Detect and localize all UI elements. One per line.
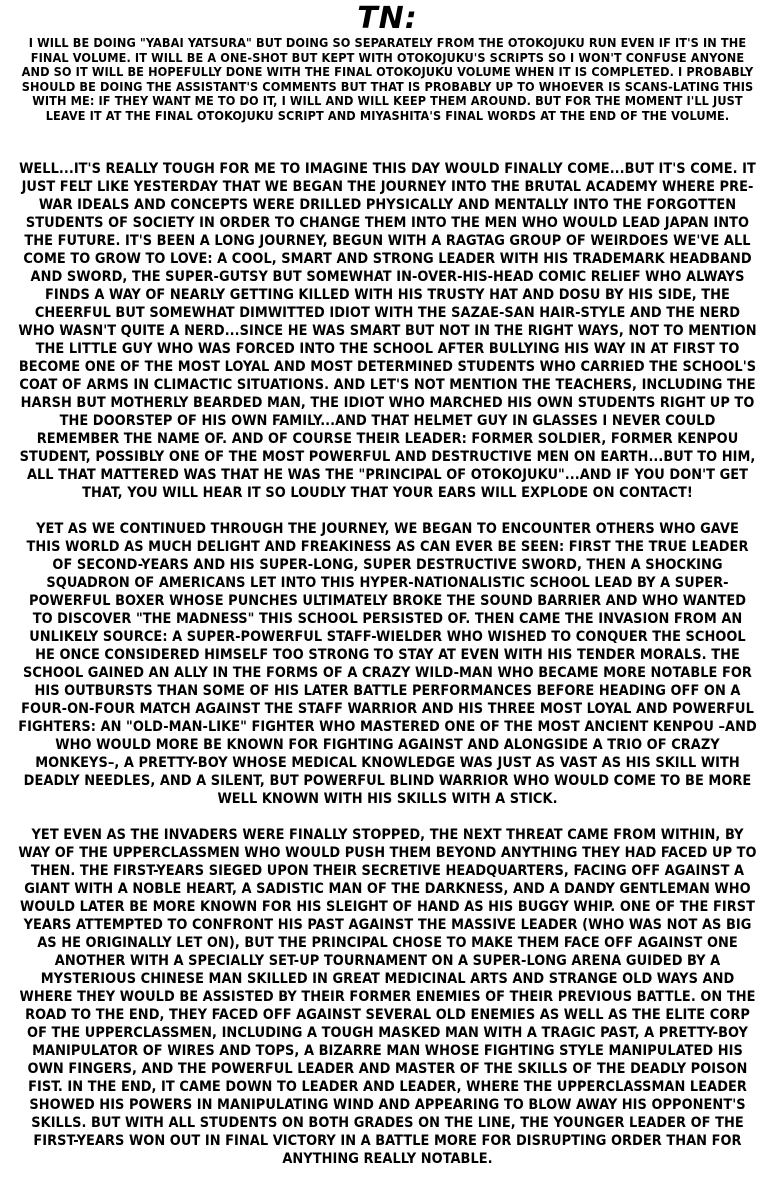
translator-note: I WILL BE DOING "YABAI YATSURA" BUT DOING SO SEPARATELY FROM THE OTOKOJUKU RUN EVEN IF IT'S IN THE FINAL VOLUME. IT WILL BE A ONE-SHOT BUT KEPT WITH OTOKOJUKU'S SCRIPTS SO I WON'T CONFUSE ANYONE AND SO IT WILL BE HOPEFULLY DONE WITH THE FINAL OTOKOJUKU VOLUME WHEN IT IS COMPLETED. I PROBABLY SHOULD BE DOING THE ASSISTANT'S COMMENTS BUT THAT IS PROBABLY UP TO WHOEVER IS SCANS-LATING THIS WITH ME: IF THEY WANT ME TO DO IT, I WILL AND WILL KEEP THEM AROUND. BUT FOR THE MOMENT I'LL JUST LEAVE IT AT THE FINAL OTOKOJUKU SCRIPT AND MIYASHITA'S FINAL WORDS AT THE END OF THE VOLUME.: [21, 35, 754, 123]
paragraph-1: WELL...IT'S REALLY TOUGH FOR ME TO IMAGINE THIS DAY WOULD FINALLY COME...BUT IT'S COME. IT JUST FELT LIKE YESTERDAY THAT WE BEGAN THE JOURNEY INTO THE BRUTAL ACADEMY WHERE PRE-WAR IDEALS AND CONCEPTS WERE DRILLED PHYSICALLY AND MENTALLY INTO THE FORGOTTEN STUDENTS OF SOCIETY IN ORDER TO CHANGE THEM INTO THE MEN WHO WOULD LEAD JAPAN INTO THE FUTURE. IT'S BEEN A LONG JOURNEY, BEGUN WITH A RAGTAG GROUP OF WEIRDOES WE'VE ALL COME TO GROW TO LOVE: A COOL, SMART AND STRONG LEADER WITH HIS TRADEMARK HEADBAND AND SWORD, THE SUPER-GUTSY BUT SOMEWHAT IN-OVER-HIS-HEAD COMIC RELIEF WHO ALWAYS FINDS A WAY OF NEARLY GETTING KILLED WITH HIS TRUSTY HAT AND DOSU BY HIS SIDE, THE CHEERFUL BUT SOMEWHAT DIMWITTED IDIOT WITH THE SAZAE-SAN HAIR-STYLE AND THE NERD WHO WASN'T QUITE A NERD...SINCE HE WAS SMART BUT NOT IN THE RIGHT WAYS, NOT TO MENTION THE LITTLE GUY WHO WAS FORCED INTO THE SCHOOL AFTER BULLYING HIS WAY IN AT FIRST TO BECOME ONE OF THE MOST LOYAL AND MOST DETERMINED STUDENTS WHO CARRIED THE SCHOOL'S COAT OF ARMS IN CLIMACTIC SITUATIONS. AND LET'S NOT MENTION THE TEACHERS, INCLUDING THE HARSH BUT MOTHERLY BEARDED MAN, THE IDIOT WHO MARCHED HIS OWN STUDENTS RIGHT UP TO THE DOORSTEP OF HIS OWN FAMILY...AND THAT HELMET GUY IN GLASSES I NEVER COULD REMEMBER THE NAME OF. AND OF COURSE THEIR LEADER: FORMER SOLDIER, FORMER KENPOU STUDENT, POSSIBLY ONE OF THE MOST POWERFUL AND DESTRUCTIVE MEN ON EARTH...BUT TO HIM, ALL THAT MATTERED WAS THAT HE WAS THE "PRINCIPAL OF OTOKOJUKU"...AND IF YOU DON'T GET THAT, YOU WILL HEAR IT SO LOUDLY THAT YOUR EARS WILL EXPLODE ON CONTACT!: [18, 160, 757, 501]
paragraph-3: YET EVEN AS THE INVADERS WERE FINALLY STOPPED, THE NEXT THREAT CAME FROM WITHIN, BY WAY OF THE UPPERCLASSMEN WHO WOULD PUSH THEM BEYOND ANYTHING THEY HAD FACED UP TO THEN. THE FIRST-YEARS SIEGED UPON THEIR SECRETIVE HEADQUARTERS, FACING OFF AGAINST A GIANT WITH A NOBLE HEART, A SADISTIC MAN OF THE DARKNESS, AND A DANDY GENTLEMAN WHO WOULD LATER BE MORE KNOWN FOR HIS SLEIGHT OF HAND AS HIS BUGGY WHIP. ONE OF THE FIRST YEARS ATTEMPTED TO CONFRONT HIS PAST AGAINST THE MASSIVE LEADER (WHO WAS NOT AS BIG AS HE ORIGINALLY LET ON), BUT THE PRINCIPAL CHOSE TO MAKE THEM FACE OFF AGAINST ONE ANOTHER WITH A SPECIALLY SET-UP TOURNAMENT ON A SUPER-LONG ARENA GUIDED BY A MYSTERIOUS CHINESE MAN SKILLED IN GREAT MEDICINAL ARTS AND STRANGE OLD WAYS AND WHERE THEY WOULD BE ASSISTED BY THEIR FORMER ENEMIES OF THEIR PREVIOUS BATTLE. ON THE ROAD TO THE END, THEY FACED OFF AGAINST SEVERAL OLD ENEMIES AS WELL AS THE ELITE CORP OF THE UPPERCLASSMEN, INCLUDING A TOUGH MASKED MAN WITH A TRAGIC PAST, A PRETTY-BOY MANIPULATOR OF WIRES AND TOPS, A BIZARRE MAN WHOSE FIGHTING STYLE MANIPULATED HIS OWN FINGERS, AND THE POWERFUL LEADER AND MASTER OF THE SKILLS OF THE DEADLY POISON FIST. IN THE END, IT CAME DOWN TO LEADER AND LEADER, WHERE THE UPPERCLASSMAN LEADER SHOWED HIS POWERS IN MANIPULATING WIND AND APPEARING TO BLOW AWAY HIS OPPONENT'S SKILLS. BUT WITH ALL STUDENTS ON BOTH GRADES ON THE LINE, THE YOUNGER LEADER OF THE FIRST-YEARS WON OUT IN FINAL VICTORY IN A BATTLE MORE FOR DISRUPTING ORDER THAN FOR ANYTHING REALLY NOTABLE.: [18, 826, 757, 1167]
page-title: TN:: [357, 1, 418, 36]
paragraph-2: YET AS WE CONTINUED THROUGH THE JOURNEY, WE BEGAN TO ENCOUNTER OTHERS WHO GAVE THIS WORLD AS MUCH DELIGHT AND FREAKINESS AS CAN EVER BE SEEN: FIRST THE TRUE LEADER OF SECOND-YEARS AND HIS SUPER-LONG, SUPER DESTRUCTIVE SWORD, THEN A SHOCKING SQUADRON OF AMERICANS LET INTO THIS HYPER-NATIONALISTIC SCHOOL LEAD BY A SUPER-POWERFUL BOXER WHOSE PUNCHES ULTIMATELY BROKE THE SOUND BARRIER AND WHO WANTED TO DISCOVER "THE MADNESS" THIS SCHOOL PERSISTED OF. THEN CAME THE INVASION FROM AN UNLIKELY SOURCE: A SUPER-POWERFUL STAFF-WIELDER WHO WISHED TO CONQUER THE SCHOOL HE ONCE CONSIDERED HIMSELF TOO STRONG TO STAY AT EVEN WITH HIS TENDER MORALS. THE SCHOOL GAINED AN ALLY IN THE FORMS OF A CRAZY WILD-MAN WHO BECAME MORE NOTABLE FOR HIS OUTBURSTS THAN SOME OF HIS LATER BATTLE PERFORMANCES BEFORE HEADING OFF ON A FOUR-ON-FOUR MATCH AGAINST THE STAFF WARRIOR AND HIS THREE MOST LOYAL AND POWERFUL FIGHTERS: AN "OLD-MAN-LIKE" FIGHTER WHO MASTERED ONE OF THE MOST ANCIENT KENPOU –AND WHO WOULD MORE BE KNOWN FOR FIGHTING AGAINST AND ALONGSIDE A TRIO OF CRAZY MONKEYS–, A PRETTY-BOY WHOSE MEDICAL KNOWLEDGE WAS JUST AS VAST AS HIS SKILL WITH DEADLY NEEDLES, AND A SILENT, BUT POWERFUL BLIND WARRIOR WHO WOULD COME TO BE MORE WELL KNOWN WITH HIS SKILLS WITH A STICK.: [18, 520, 757, 807]
